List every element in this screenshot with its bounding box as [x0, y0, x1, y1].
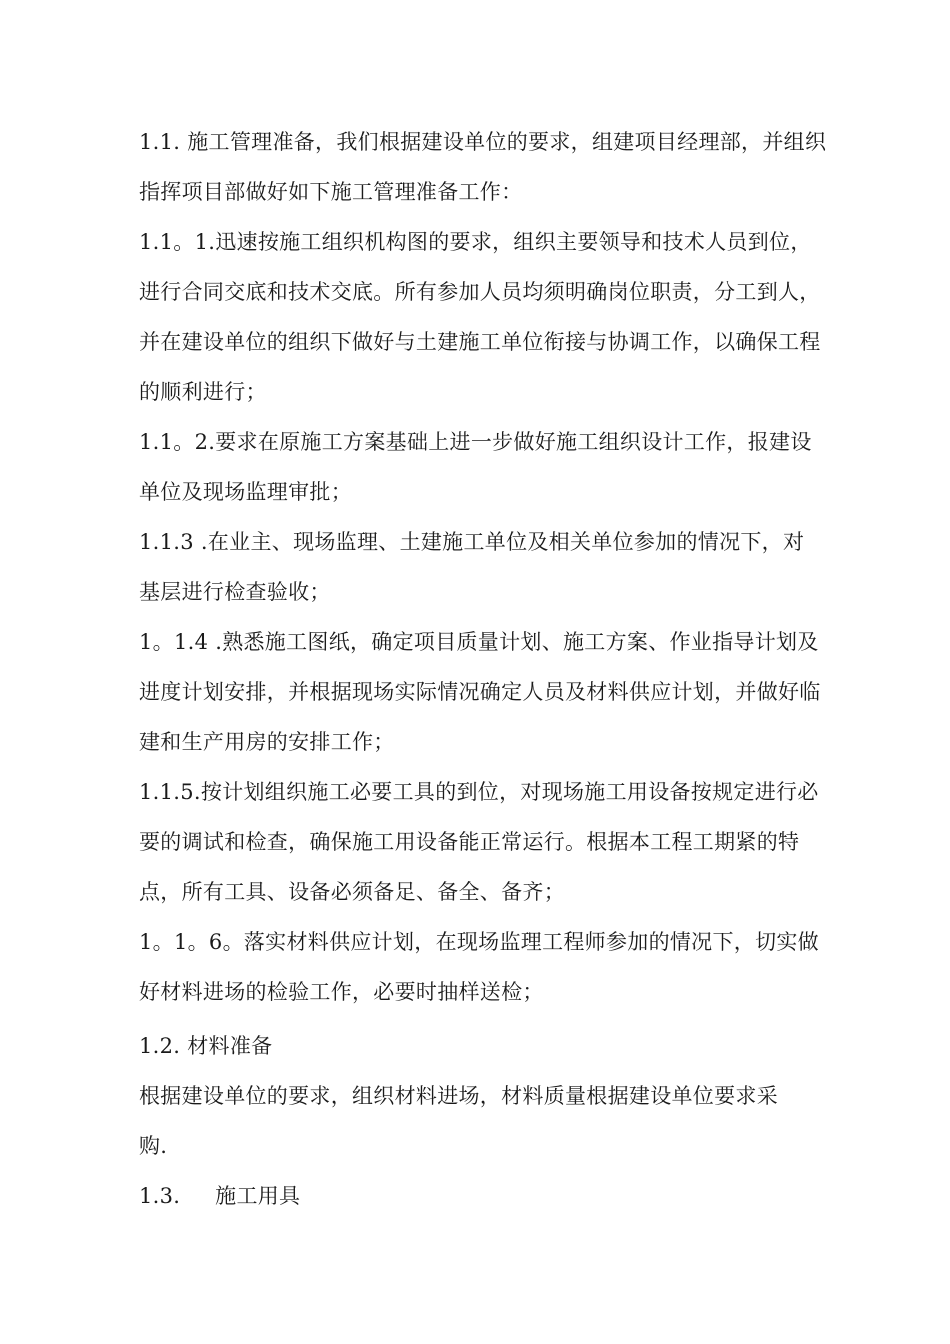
text-line: 要的调试和检查，确保施工用设备能正常运行。根据本工程工期紧的特 — [139, 830, 800, 854]
text-line: 的顺利进行； — [139, 380, 267, 404]
text-line: 点，所有工具、设备必须备足、备全、备齐； — [139, 880, 565, 904]
text-line: 1.1。1.迅速按施工组织机构图的要求，组织主要领导和技术人员到位， — [139, 230, 812, 254]
text-line: 1。1。6。落实材料供应计划，在现场监理工程师参加的情况下，切实做 — [139, 930, 819, 954]
text-line: 1.1.3 .在业主、现场监理、土建施工单位及相关单位参加的情况下，对 — [139, 530, 805, 554]
section-heading: 1.3. 施工用具 — [139, 1184, 301, 1208]
text-line: 根据建设单位的要求，组织材料进场，材料质量根据建设单位要求采 — [139, 1084, 778, 1108]
text-line: 进行合同交底和技术交底。所有参加人员均须明确岗位职责，分工到人， — [139, 280, 821, 304]
text-line: 进度计划安排，并根据现场实际情况确定人员及材料供应计划，并做好临 — [139, 680, 821, 704]
text-line: 1.1.5.按计划组织施工必要工具的到位，对现场施工用设备按规定进行必 — [139, 780, 819, 804]
section-heading: 1.2. 材料准备 — [139, 1034, 273, 1058]
text-line: 单位及现场监理审批； — [139, 480, 352, 504]
text-line: 购. — [139, 1134, 168, 1158]
text-line: 基层进行检查验收； — [139, 580, 331, 604]
text-line: 1。1.4 .熟悉施工图纸，确定项目质量计划、施工方案、作业指导计划及 — [139, 630, 819, 654]
text-line: 1.1。2.要求在原施工方案基础上进一步做好施工组织设计工作，报建设 — [139, 430, 812, 454]
text-line: 建和生产用房的安排工作； — [139, 730, 395, 754]
text-line: 指挥项目部做好如下施工管理准备工作： — [139, 180, 523, 204]
text-line: 并在建设单位的组织下做好与土建施工单位衔接与协调工作，以确保工程 — [139, 330, 821, 354]
text-line: 好材料进场的检验工作，必要时抽样送检； — [139, 980, 544, 1004]
text-line: 1.1. 施工管理准备，我们根据建设单位的要求，组建项目经理部，并组织 — [139, 130, 827, 154]
